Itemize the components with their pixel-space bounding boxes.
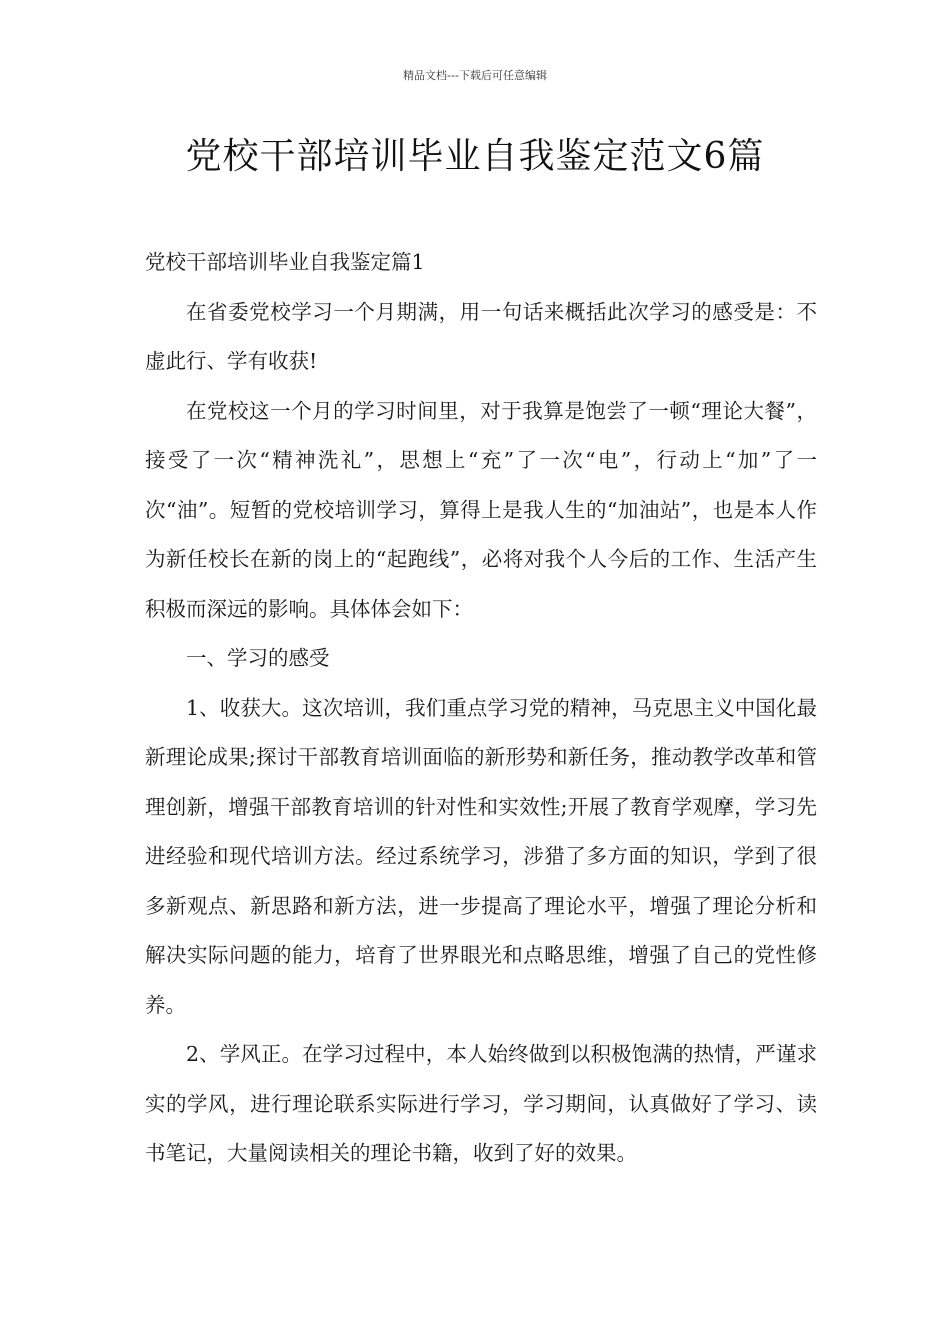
subheading-learning-feelings: 一、学习的感受 — [186, 646, 330, 670]
document-body — [145, 238, 817, 1179]
paragraph-intro: 在省委党校学习一个月期满，用一句话来概括此次学习的感受是：不虚此行、学有收获! — [145, 299, 817, 373]
paragraph-point-2: 2、学风正。在学习过程中，本人始终做到以积极饱满的热情，严谨求实的学风，进行理论联系实际进行学习，学习期间，认真做好了学习、读书笔记，大量阅读相关的理论书籍，收到了好的效果。 — [145, 1042, 817, 1165]
paragraph-point-1: 1、收获大。这次培训，我们重点学习党的精神，马克思主义中国化最新理论成果;探讨干部教育培训面临的新形势和新任务，推动教学改革和管理创新，增强干部教育培训的针对性和实效性;开展了教育学观摩，学习先进经验和现代培训方法。经过系统学习，涉猎了多方面的知识，学到了很多新观点、新思路和新方法，进一步提高了理论水平，增强了理论分析和解决实际问题的能力，培育了世界眼光和点略思维，增强了自己的党性修养。 — [145, 695, 817, 1017]
header-note: 精品文档---下载后可任意编辑 — [403, 69, 547, 82]
paragraph-experience: 在党校这一个月的学习时间里，对于我算是饱尝了一顿“理论大餐”，接受了一次“精神洗礼”，思想上“充”了一次“电”，行动上“加”了一次“油”。短暂的党校培训学习，算得上是我人生的“加油站”，也是本人作为新任校长在新的岗上的“起跑线”，必将对我个人今后的工作、生活产生积极而深远的影响。具体体会如下： — [145, 398, 817, 621]
section-heading: 党校干部培训毕业自我鉴定篇1 — [145, 250, 425, 274]
document-title: 党校干部培训毕业自我鉴定范文6篇 — [185, 136, 765, 177]
